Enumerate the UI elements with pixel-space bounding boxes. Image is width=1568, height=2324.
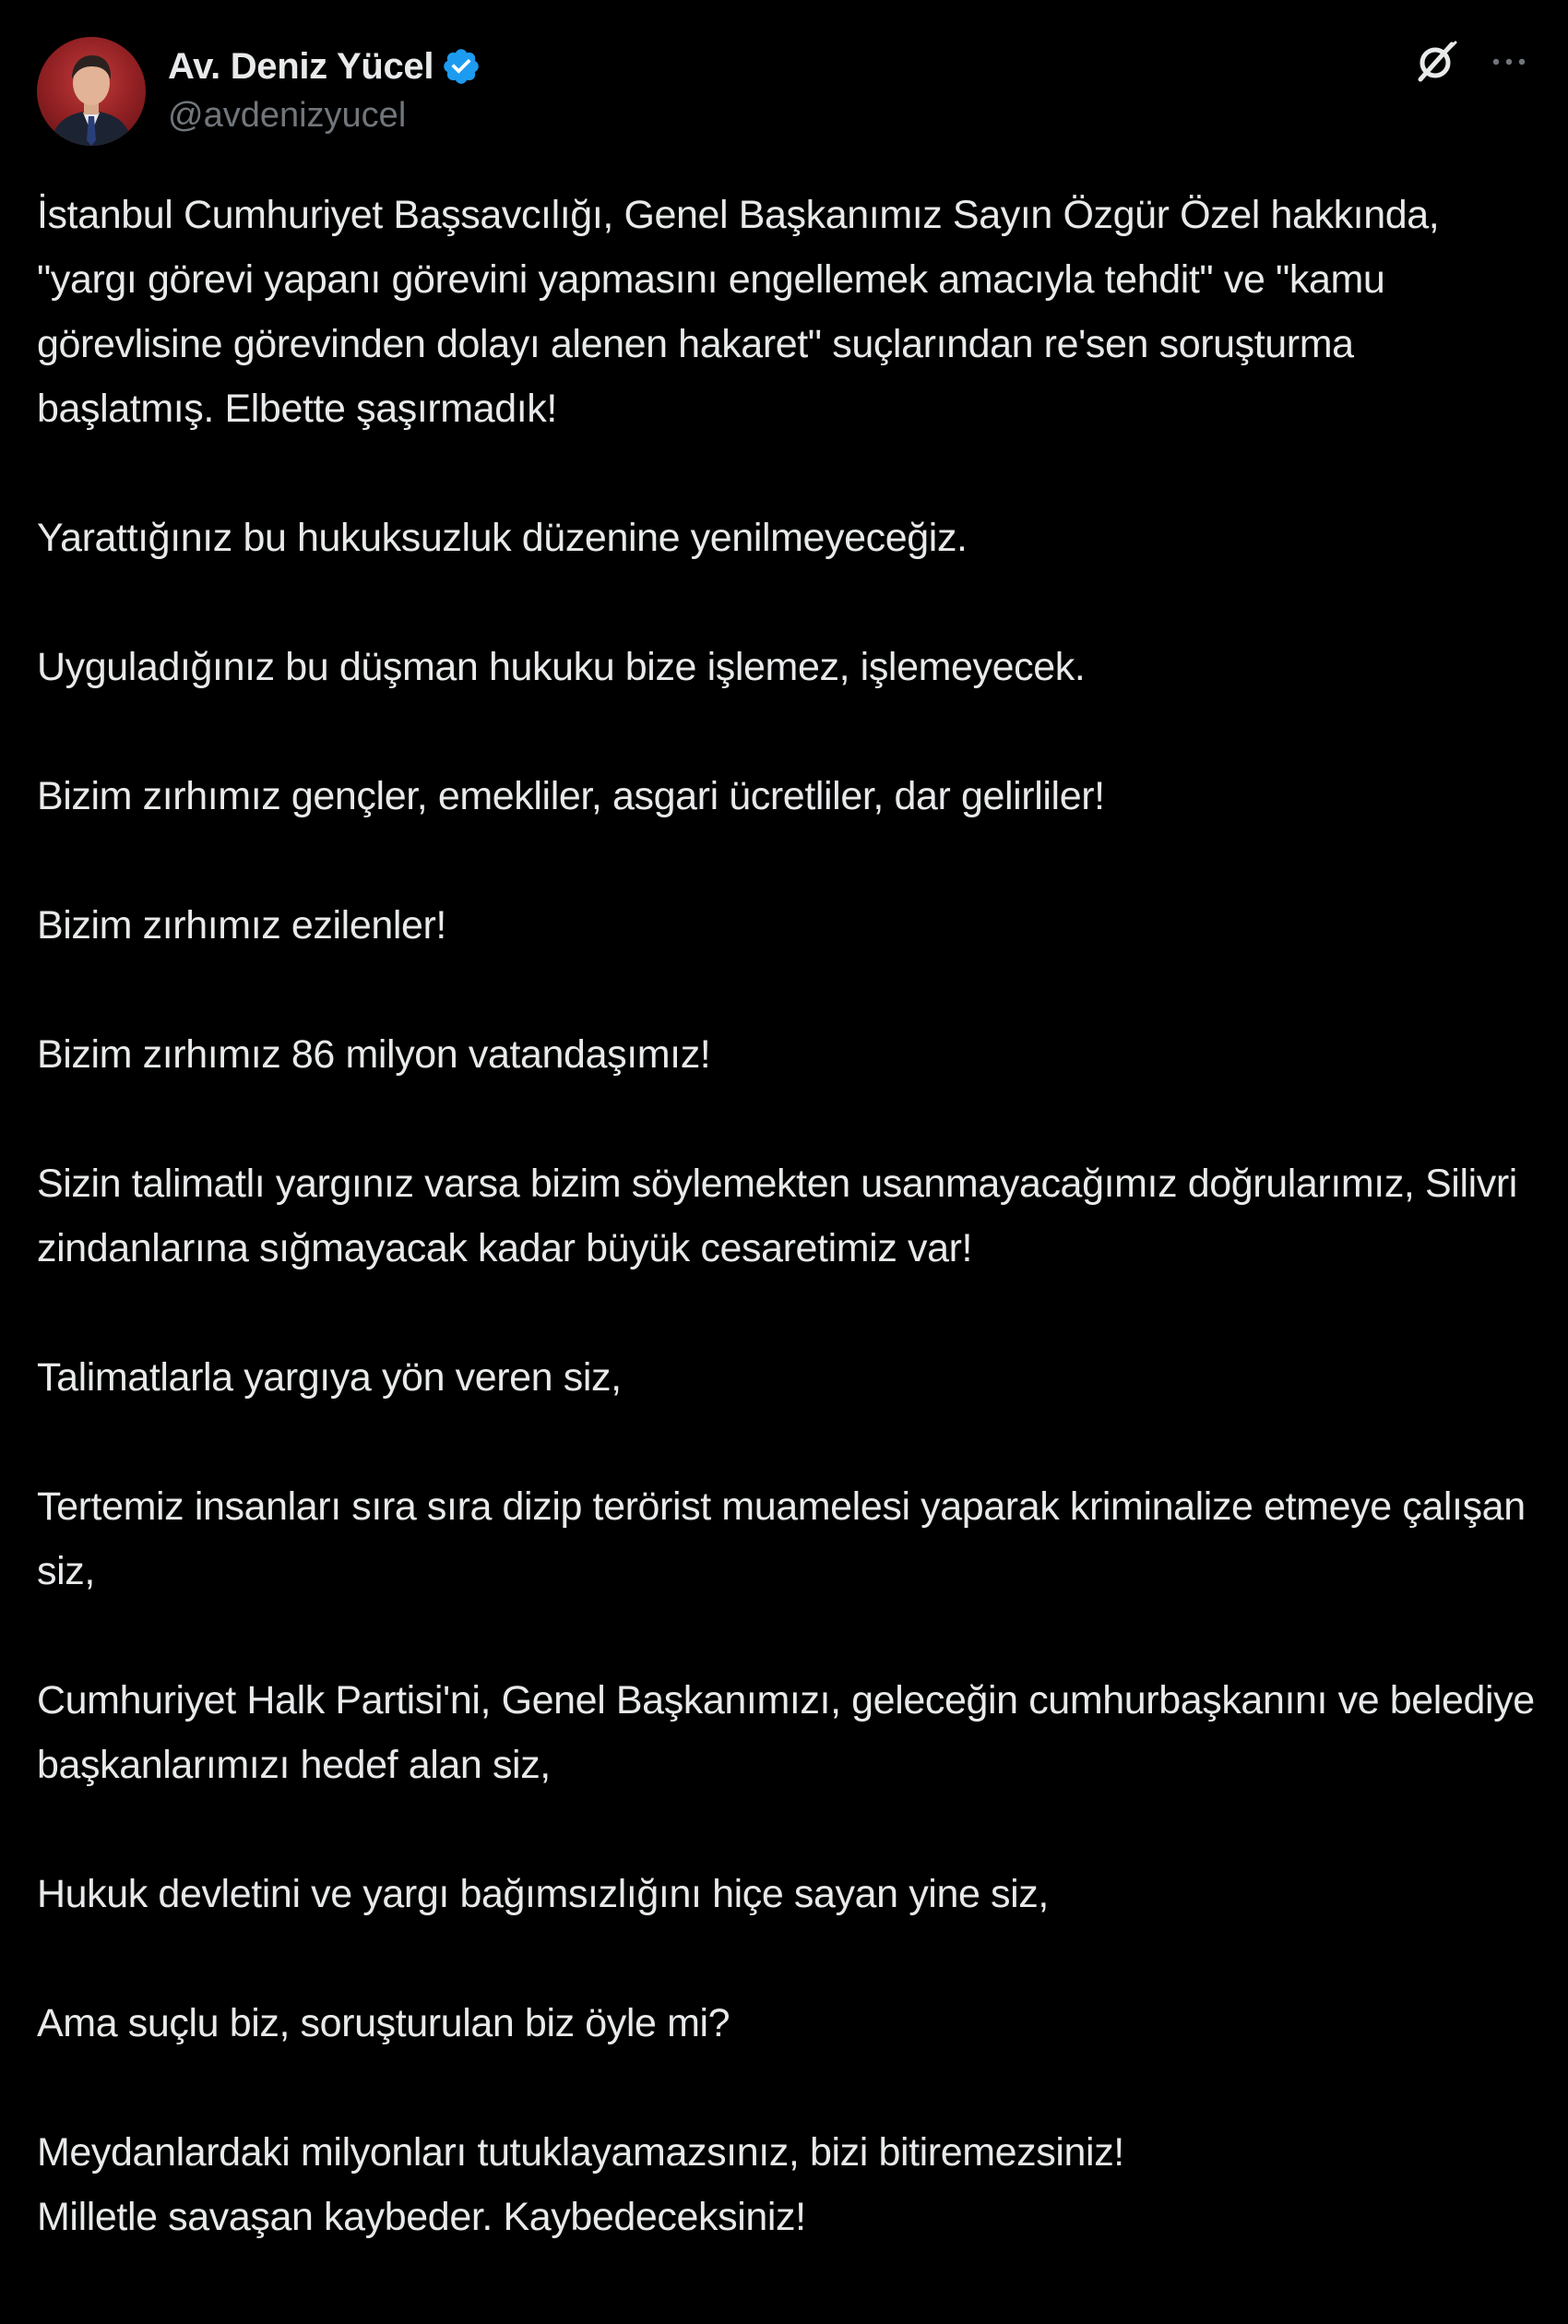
tweet-paragraph: Bizim zırhımız gençler, emekliler, asgari ücretliler, dar gelirliler! (37, 774, 1105, 818)
tweet-paragraph: Cumhuriyet Halk Partisi'ni, Genel Başkanımızı, geleceğin cumhurbaşkanını ve belediye başkanlarımızı hedef alan siz, (37, 1678, 1535, 1787)
author-handle[interactable]: @avdenizyucel (168, 96, 407, 135)
tweet-paragraph: İstanbul Cumhuriyet Başsavcılığı, Genel Başkanımız Sayın Özgür Özel hakkında, "yargı görevi yapanı görevini yapmasını engellemek amacıyla tehdit" ve "kamu görevlisine görevinden dolayı alenen hakaret" suçlarından re'sen soruşturma başlatmış. Elbette şaşırmadık! (37, 193, 1440, 431)
header-actions (1413, 39, 1531, 85)
verified-badge-icon (441, 46, 481, 87)
tweet-paragraph: Tertemiz insanları sıra sıra dizip terörist muamelesi yaparak kriminalize etmeye çalışan siz, (37, 1484, 1526, 1593)
tweet-paragraph: Uyguladığınız bu düşman hukuku bize işlemez, işlemeyecek. (37, 645, 1086, 689)
tweet-paragraph: Ama suçlu biz, soruşturulan biz öyle mi? (37, 2001, 731, 2045)
tweet-paragraph: Yarattığınız bu hukuksuzluk düzenine yenilmeyeceğiz. (37, 516, 968, 560)
tweet-paragraph: Hukuk devletini ve yargı bağımsızlığını hiçe sayan yine siz, (37, 1872, 1049, 1916)
tweet-paragraph: Bizim zırhımız ezilenler! (37, 903, 446, 947)
author-block (168, 42, 481, 144)
tweet-paragraph: Bizim zırhımız 86 milyon vatandaşımız! (37, 1032, 711, 1077)
avatar-portrait-icon (37, 37, 146, 146)
tweet-paragraph: Sizin talimatlı yargınız varsa bizim söylemekten usanmayacağımız doğrularımız, Silivri zindanlarına sığmayacak kadar büyük cesaretimiz var! (37, 1162, 1517, 1270)
avatar[interactable] (37, 37, 146, 146)
more-options-icon[interactable] (1487, 40, 1531, 84)
grok-icon[interactable] (1413, 39, 1459, 85)
name-row (168, 42, 481, 90)
tweet-paragraph: Meydanlardaki milyonları tutuklayamazsınız, bizi bitiremezsiniz! Milletle savaşan kaybeder. Kaybedeceksiniz! (37, 2130, 1124, 2239)
author-display-name[interactable]: Av. Deniz Yücel (168, 45, 434, 87)
tweet-header (37, 35, 1531, 149)
tweet-paragraph: Talimatlarla yargıya yön veren siz, (37, 1355, 622, 1400)
tweet-text (37, 183, 1536, 2249)
